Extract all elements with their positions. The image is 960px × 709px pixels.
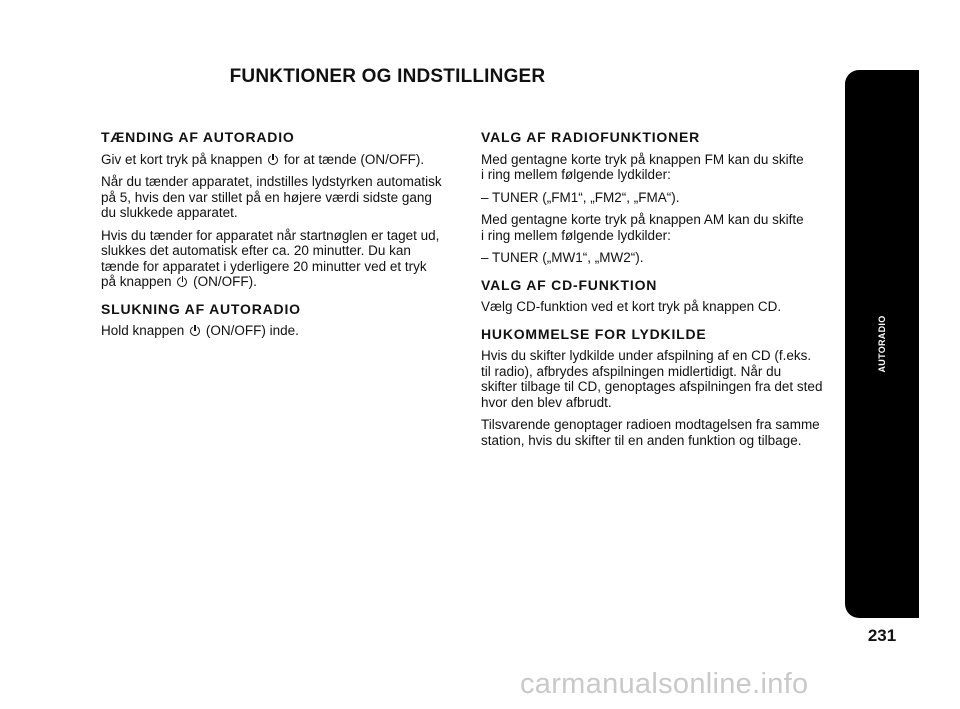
text-line: Tilsvarende genoptager radioen modtagelsen fra samme: [481, 417, 820, 432]
paragraph: [481, 190, 851, 206]
power-icon: [190, 326, 200, 336]
paragraph: [481, 299, 851, 315]
paragraph: [101, 323, 471, 339]
section-heading: SLUKNING AF AUTORADIO: [101, 300, 301, 317]
paragraph: [101, 174, 471, 221]
text: Hold knappen: [101, 323, 185, 338]
section-taending: [101, 130, 471, 290]
section-heading: HUKOMMELSE FOR LYDKILDE: [481, 325, 707, 342]
section-radiofunktioner: [481, 130, 851, 266]
paragraph: [101, 228, 471, 290]
text-line: – TUNER („FM1“, „FM2“, „FMA“).: [481, 189, 680, 205]
page-title: FUNKTIONER OG INDSTILLINGER: [229, 66, 546, 87]
section-heading: TÆNDING AF AUTORADIO: [101, 129, 295, 145]
paragraph: [481, 417, 851, 448]
text: på knappen: [101, 274, 172, 289]
text-line: i ring mellem følgende lydkilder:: [481, 227, 671, 243]
watermark: carmanualsonline.info: [520, 668, 809, 700]
paragraph: [481, 250, 851, 266]
section-heading: VALG AF RADIOFUNKTIONER: [481, 129, 701, 145]
text: (ON/OFF).: [193, 274, 257, 289]
text-line: Når du tænder apparatet, indstilles lydstyrken automatisk: [101, 174, 442, 189]
text-line: du slukkede apparatet.: [101, 205, 238, 220]
chapter-tab-label: AUTORADIO: [877, 315, 887, 373]
left-column: [101, 130, 471, 351]
paragraph: [481, 212, 851, 243]
text-line: station, hvis du skifter til en anden funktion og tilbage.: [481, 432, 802, 448]
text-line: til radio), afbrydes afspilningen midlertidigt. Når du: [481, 363, 782, 379]
text-line: Hvis du tænder for apparatet når startnøglen er taget ud,: [101, 227, 440, 243]
text-line: Hvis du skifter lydkilde under afspilning af en CD (f.eks.: [481, 348, 812, 363]
paragraph: [481, 348, 851, 410]
section-hukommelse: [481, 327, 851, 449]
text-line: hvor den blev afbrudt.: [481, 394, 612, 410]
section-heading: VALG AF CD-FUNKTION: [481, 276, 658, 293]
section-cd-funktion: [481, 278, 851, 315]
power-icon: [268, 155, 278, 165]
section-slukning: [101, 302, 471, 339]
text-line: Med gentagne korte tryk på knappen FM kan du skifte: [481, 151, 804, 167]
paragraph: [481, 152, 851, 183]
text-line: Med gentagne korte tryk på knappen AM kan du skifte: [481, 212, 804, 227]
text-line: – TUNER („MW1“, „MW2“).: [481, 250, 644, 265]
right-column: [481, 130, 851, 460]
chapter-tab: [845, 70, 919, 618]
text-line: tænde for apparatet i yderligere 20 minutter ved et tryk: [101, 258, 427, 274]
paragraph: [101, 152, 471, 168]
text: (ON/OFF) inde.: [205, 323, 299, 338]
text-line: i ring mellem følgende lydkilder:: [481, 167, 671, 182]
text: Giv et kort tryk på knappen: [101, 151, 263, 167]
text: for at tænde (ON/OFF).: [283, 151, 425, 167]
text-line: skifter tilbage til CD, genoptages afspilningen fra det sted: [481, 379, 823, 394]
page-number: 231: [867, 626, 897, 645]
power-icon: [177, 277, 187, 287]
text-line: Vælg CD-funktion ved et kort tryk på knappen CD.: [481, 299, 782, 314]
text-line: slukkes det automatisk efter ca. 20 minutter. Du kan: [101, 243, 411, 258]
text-line: på 5, hvis den var stillet på en højere værdi sidste gang: [101, 189, 432, 205]
